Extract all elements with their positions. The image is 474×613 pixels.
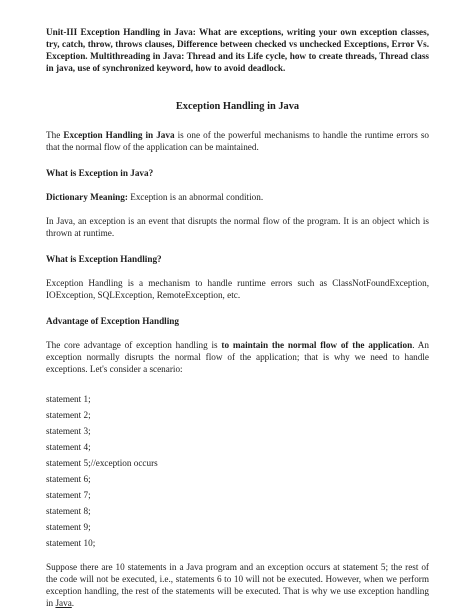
advantage-bold: to maintain the normal flow of the application	[221, 340, 413, 350]
intro-prefix: The	[46, 130, 64, 140]
intro-suffix: is one of the powerful mechanisms to handle the runtime errors so that the normal flow of the application can be maintained.	[46, 130, 429, 152]
conclusion-end: .	[71, 598, 75, 608]
section-heading-advantage: Advantage of Exception Handling	[46, 316, 179, 326]
dictionary-meaning	[46, 191, 429, 203]
document-page	[46, 26, 429, 609]
advantage-prefix: The core advantage of exception handling is	[46, 340, 222, 350]
unit-header: Unit-III Exception Handling in Java: What are exceptions, writing your own exception classes, try, catch, throw, throws clauses, Difference between checked vs unchecked Exceptions, Error Vs. Exception. Multithreading in Java: Thread and its Life cycle, how to create threads, Thread class in java, use of synchronized keyword, how to avoid deadlock.	[46, 27, 429, 73]
conclusion-text: Suppose there are 10 statements in a Java program and an exception occurs at statement 5; the rest of the code will not be executed, i.e., statements 6 to 10 will not be executed. However, when we perform exception handling, the rest of the statements will be executed. That is why we use exception handling in	[46, 562, 429, 608]
exception-handling-definition: Exception Handling is a mechanism to handle runtime errors such as ClassNotFoundException, IOException, SQLException, RemoteException, etc.	[46, 278, 429, 300]
list-item: statement 3;	[46, 426, 91, 436]
list-item: statement 2;	[46, 410, 91, 420]
section-heading-exception-handling: What is Exception Handling?	[46, 254, 162, 264]
list-item: statement 1;	[46, 394, 91, 404]
section-heading-what-is-exception: What is Exception in Java?	[46, 168, 154, 178]
java-link[interactable]: Java	[55, 598, 72, 608]
conclusion-paragraph	[46, 561, 429, 609]
list-item: statement 10;	[46, 538, 96, 548]
dictionary-label: Dictionary Meaning:	[46, 192, 128, 202]
advantage-paragraph	[46, 339, 429, 375]
statement-list	[46, 391, 429, 551]
advantage-suffix: . An exception normally disrupts the normal flow of the application; that is why we need to handle exceptions. Let's consider a scenario:	[46, 340, 429, 374]
list-item: statement 6;	[46, 474, 91, 484]
list-item: statement 8;	[46, 506, 91, 516]
list-item: statement 5;//exception occurs	[46, 458, 158, 468]
intro-paragraph	[46, 129, 429, 153]
page-title: Exception Handling in Java	[175, 101, 300, 112]
intro-bold: Exception Handling in Java	[63, 130, 175, 140]
dictionary-text: Exception is an abnormal condition.	[127, 192, 264, 202]
list-item: statement 9;	[46, 522, 91, 532]
list-item: statement 4;	[46, 442, 91, 452]
list-item: statement 7;	[46, 490, 91, 500]
exception-definition: In Java, an exception is an event that disrupts the normal flow of the program. It is an object which is thrown at runtime.	[46, 216, 429, 238]
